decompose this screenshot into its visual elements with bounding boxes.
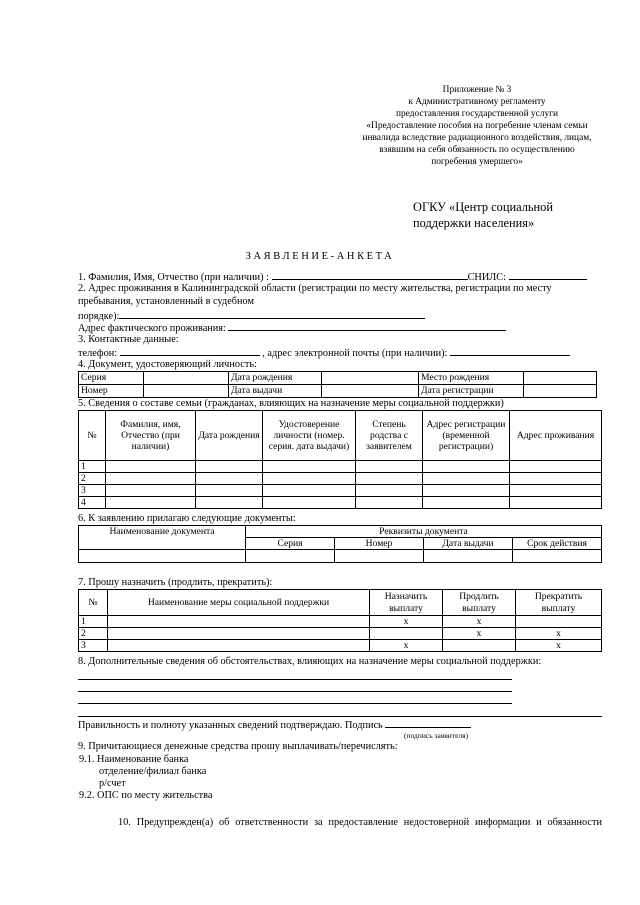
table-cell[interactable] bbox=[106, 497, 196, 509]
assign-mark[interactable]: x bbox=[370, 616, 443, 628]
assign-mark[interactable] bbox=[370, 628, 443, 640]
registration-label: порядке): bbox=[78, 311, 120, 322]
col-header: Серия bbox=[246, 538, 335, 550]
row-number: 1 bbox=[79, 461, 106, 473]
col-header: № bbox=[79, 411, 106, 461]
table-cell[interactable] bbox=[106, 485, 196, 497]
row-number: 1 bbox=[79, 616, 108, 628]
additional-info-line[interactable] bbox=[78, 679, 512, 680]
section-2-line1: 2. Адрес проживания в Калининградской области (регистрации по месту жительства, регистрации по месту bbox=[78, 283, 552, 294]
post-office-label: 9.2. ОПС по месту жительства bbox=[79, 790, 213, 801]
col-header: Степень родства с заявителем bbox=[356, 411, 423, 461]
table-row bbox=[79, 616, 602, 628]
table-cell[interactable] bbox=[510, 461, 602, 473]
section-8-label: 8. Дополнительные сведения об обстоятельствах, влияющих на назначение меры социальной поддержки: bbox=[78, 656, 542, 667]
measures-table bbox=[78, 589, 602, 652]
appendix-line: погребения умершего» bbox=[431, 157, 523, 168]
col-header: Назначить выплату bbox=[370, 590, 443, 616]
issue-date-label: Дата выдачи bbox=[229, 385, 322, 398]
row-number: 4 bbox=[79, 497, 106, 509]
extend-mark[interactable] bbox=[443, 640, 516, 652]
addressee bbox=[413, 199, 553, 231]
col-header: № bbox=[79, 590, 108, 616]
family-table bbox=[78, 410, 602, 509]
table-cell[interactable] bbox=[196, 497, 263, 509]
extend-mark[interactable]: x bbox=[443, 628, 516, 640]
series-label: Серия bbox=[79, 372, 144, 385]
appendix-line: предоставления государственной услуги bbox=[395, 109, 559, 120]
doc-name-header: Наименование документа bbox=[79, 526, 246, 550]
addressee-line: поддержки населения» bbox=[413, 216, 535, 231]
signature-field[interactable] bbox=[385, 718, 471, 728]
table-cell[interactable] bbox=[424, 550, 513, 563]
table-row bbox=[79, 550, 602, 563]
confirmation-text: Правильность и полноту указанных сведений подтверждаю. Подпись bbox=[78, 720, 383, 731]
table-header-row bbox=[79, 590, 602, 616]
snils-field[interactable] bbox=[509, 270, 587, 280]
table-cell[interactable] bbox=[356, 485, 423, 497]
email-label: , адрес электронной почты (при наличии): bbox=[262, 348, 448, 359]
actual-address-field[interactable] bbox=[228, 321, 506, 331]
bank-account-label: р/счет bbox=[99, 778, 126, 789]
birth-place-label: Место рождения bbox=[419, 372, 524, 385]
phone-label: телефон: bbox=[78, 348, 118, 359]
table-cell[interactable] bbox=[356, 473, 423, 485]
table-cell[interactable] bbox=[513, 550, 602, 563]
table-cell[interactable] bbox=[246, 550, 335, 563]
table-cell[interactable] bbox=[263, 461, 356, 473]
appendix-line: взявшим на себя обязанность по осуществлению bbox=[379, 145, 575, 156]
table-cell[interactable] bbox=[106, 461, 196, 473]
fio-label: 1. Фамилия, Имя, Отчество (при наличии) : bbox=[78, 272, 269, 283]
table-row bbox=[79, 628, 602, 640]
measure-name-cell[interactable] bbox=[108, 628, 370, 640]
table-cell[interactable] bbox=[423, 461, 510, 473]
stop-mark[interactable]: x bbox=[516, 640, 602, 652]
snils-label: СНИЛС: bbox=[467, 272, 507, 283]
bank-branch-label: отделение/филиал банка bbox=[99, 766, 207, 777]
birth-date-cell[interactable] bbox=[322, 372, 419, 385]
col-header: Удостоверение личности (номер. серия. дата выдачи) bbox=[263, 411, 356, 461]
bank-name-label: 9.1. Наименование банка bbox=[79, 754, 189, 765]
number-label: Номер bbox=[79, 385, 144, 398]
registration-address-field[interactable] bbox=[119, 309, 425, 319]
table-row bbox=[79, 473, 602, 485]
table-cell[interactable] bbox=[196, 461, 263, 473]
table-row bbox=[79, 640, 602, 652]
section-4-label: 4. Документ, удостоверяющий личность: bbox=[78, 359, 257, 370]
reg-date-cell[interactable] bbox=[524, 385, 597, 398]
birth-date-label: Дата рождения bbox=[229, 372, 322, 385]
appendix-header bbox=[335, 84, 619, 168]
extend-mark[interactable]: x bbox=[443, 616, 516, 628]
email-field[interactable] bbox=[450, 346, 570, 356]
section-2-line2: пребывания, установленный в судебном bbox=[78, 296, 255, 307]
table-row bbox=[79, 385, 597, 398]
table-row bbox=[79, 461, 602, 473]
table-cell[interactable] bbox=[335, 550, 424, 563]
addressee-line: ОГКУ «Центр социальной bbox=[413, 200, 553, 214]
table-cell[interactable] bbox=[510, 485, 602, 497]
section-10-text: 10. Предупрежден(а) об ответственности за предоставление недостоверной информации и обязанности bbox=[118, 817, 602, 828]
section-9-label: 9. Причитающиеся денежные средства прошу выплачивать/перечислять: bbox=[78, 741, 398, 752]
table-header-row bbox=[79, 526, 602, 538]
table-cell[interactable] bbox=[106, 473, 196, 485]
fio-field[interactable] bbox=[272, 270, 468, 280]
col-header: Наименование меры социальной поддержки bbox=[108, 590, 370, 616]
col-header: Продлить выплату bbox=[443, 590, 516, 616]
table-header-row bbox=[79, 411, 602, 461]
table-cell[interactable] bbox=[423, 485, 510, 497]
table-cell[interactable] bbox=[196, 485, 263, 497]
additional-info-line[interactable] bbox=[78, 691, 512, 692]
table-cell[interactable] bbox=[356, 461, 423, 473]
col-header: Номер bbox=[335, 538, 424, 550]
section-divider bbox=[78, 716, 602, 717]
col-header: Срок действия bbox=[513, 538, 602, 550]
signature-caption: (подпись заявителя) bbox=[404, 731, 469, 740]
table-cell[interactable] bbox=[263, 473, 356, 485]
table-row bbox=[79, 497, 602, 509]
table-cell[interactable] bbox=[263, 497, 356, 509]
table-cell[interactable] bbox=[423, 497, 510, 509]
form-title: ЗАЯВЛЕНИЕ-АНКЕТА bbox=[245, 251, 395, 262]
birth-place-cell[interactable] bbox=[524, 372, 597, 385]
col-header: Дата выдачи bbox=[424, 538, 513, 550]
section-3-label: 3. Контактные данные: bbox=[78, 334, 179, 345]
appendix-line: к Административному регламенту bbox=[408, 97, 546, 108]
table-cell[interactable] bbox=[79, 550, 246, 563]
appendix-line: «Предоставление пособия на погребение членам семьи bbox=[366, 121, 588, 132]
row-number: 2 bbox=[79, 473, 106, 485]
section-7-label: 7. Прошу назначить (продлить, прекратить): bbox=[78, 577, 273, 588]
row-number: 2 bbox=[79, 628, 108, 640]
table-cell[interactable] bbox=[510, 497, 602, 509]
actual-address-label: Адрес фактического проживания: bbox=[78, 323, 226, 334]
table-row bbox=[79, 372, 597, 385]
col-header: Прекратить выплату bbox=[516, 590, 602, 616]
series-cell[interactable] bbox=[144, 372, 229, 385]
col-header: Дата рождения bbox=[196, 411, 263, 461]
table-cell[interactable] bbox=[263, 485, 356, 497]
additional-info-line[interactable] bbox=[78, 703, 512, 704]
col-header: Адрес регистрации (временной регистрации) bbox=[423, 411, 510, 461]
issue-date-cell[interactable] bbox=[322, 385, 419, 398]
row-number: 3 bbox=[79, 640, 108, 652]
stop-mark[interactable]: x bbox=[516, 628, 602, 640]
reg-date-label: Дата регистрации bbox=[419, 385, 524, 398]
table-cell[interactable] bbox=[423, 473, 510, 485]
assign-mark[interactable]: x bbox=[370, 640, 443, 652]
stop-mark[interactable] bbox=[516, 616, 602, 628]
section-5-label: 5. Сведения о составе семьи (гражданах, влияющих на назначение меры социальной поддержки) bbox=[78, 398, 504, 409]
section-6-label: 6. К заявлению прилагаю следующие документы: bbox=[78, 513, 296, 524]
number-cell[interactable] bbox=[144, 385, 229, 398]
table-cell[interactable] bbox=[196, 473, 263, 485]
doc-details-header: Реквизиты документа bbox=[246, 526, 602, 538]
appendix-line: Приложение № 3 bbox=[442, 85, 512, 95]
table-cell[interactable] bbox=[356, 497, 423, 509]
identity-document-table bbox=[78, 371, 597, 398]
table-cell[interactable] bbox=[510, 473, 602, 485]
measure-name-cell[interactable] bbox=[108, 616, 370, 628]
phone-field[interactable] bbox=[120, 346, 260, 356]
row-number: 3 bbox=[79, 485, 106, 497]
col-header: Фамилия, имя, Отчество (при наличии) bbox=[106, 411, 196, 461]
col-header: Адрес проживания bbox=[510, 411, 602, 461]
measure-name-cell[interactable] bbox=[108, 640, 370, 652]
appendix-line: инвалида вследствие радиационного воздействия, лицам, bbox=[362, 133, 592, 144]
table-row bbox=[79, 485, 602, 497]
documents-table bbox=[78, 525, 602, 563]
